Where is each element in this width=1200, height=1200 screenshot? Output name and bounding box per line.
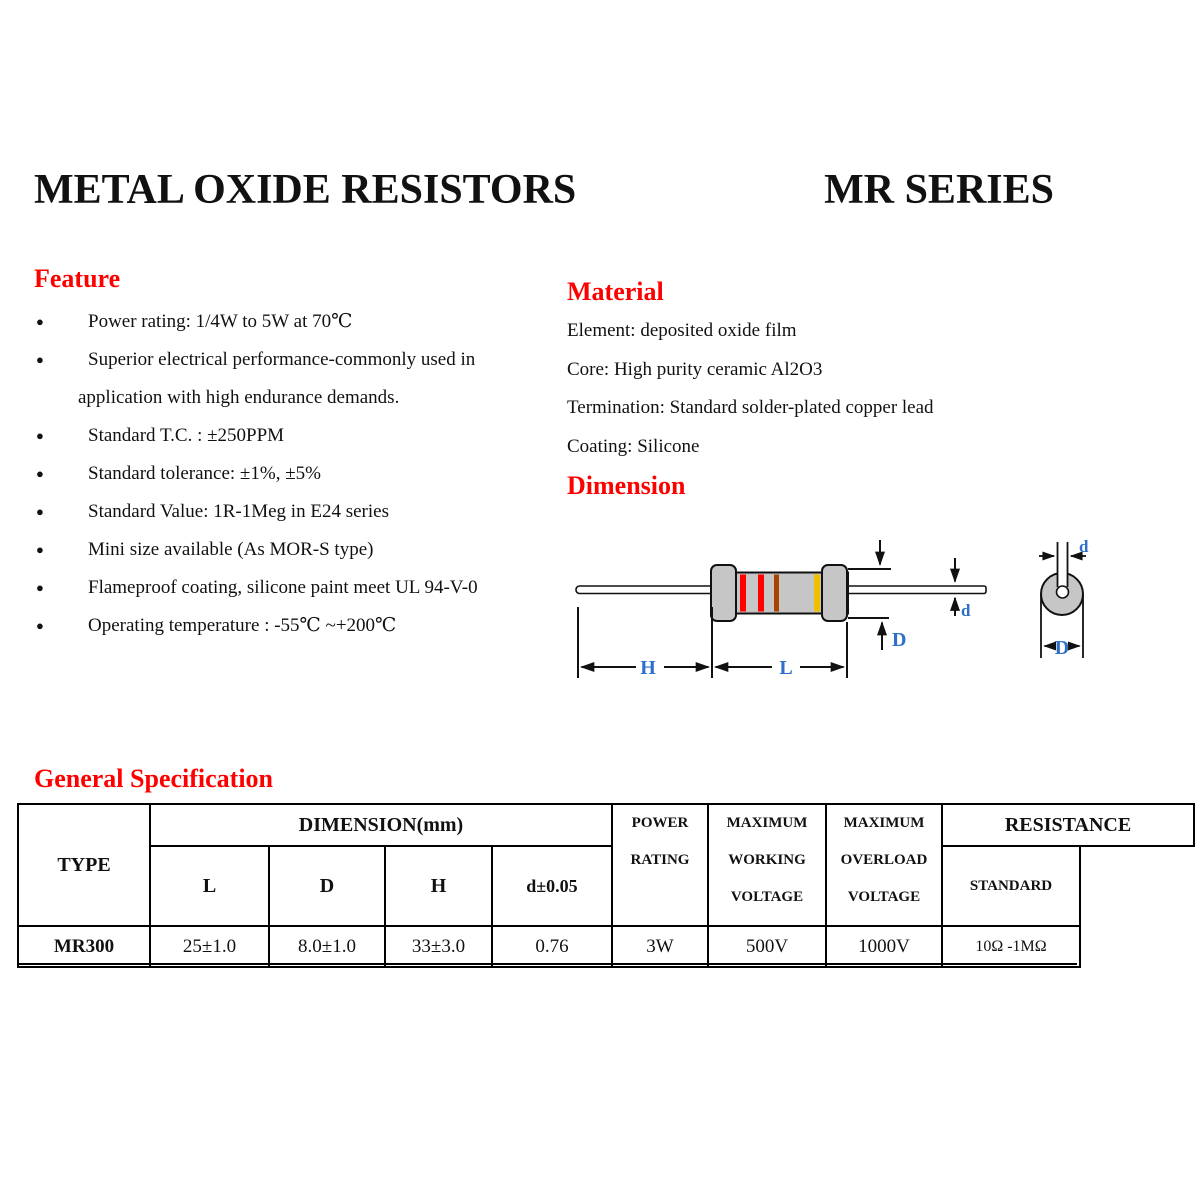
header-line: MAXIMUM	[726, 815, 808, 831]
label-D-end: D	[1054, 637, 1070, 659]
feature-item	[34, 303, 534, 341]
title-series: MR SERIES	[824, 167, 1054, 213]
lead-right	[846, 586, 986, 594]
resistor-end-view	[1039, 537, 1089, 659]
feature-item-text: Standard Value: 1R-1Meg in E24 series	[88, 501, 389, 522]
col-header-H: H	[385, 846, 492, 926]
color-band-1	[740, 575, 746, 612]
feature-item-text: application with high endurance demands.	[78, 387, 400, 408]
bullet-icon: ●	[36, 352, 44, 367]
feature-item-text: Flameproof coating, silicone paint meet UL 94-V-0	[88, 577, 478, 598]
feature-item	[34, 455, 534, 493]
label-D-body: D	[892, 629, 907, 651]
col-header-power-rating	[612, 804, 708, 926]
feature-item-text: Standard tolerance: ±1%, ±5%	[88, 463, 321, 484]
end-view-lead-hole	[1057, 586, 1069, 598]
cell-l: 25±1.0	[150, 926, 269, 967]
page-title	[34, 166, 1054, 214]
header-line: VOLTAGE	[730, 889, 804, 905]
bullet-icon: ●	[36, 314, 44, 329]
cell-h: 33±3.0	[385, 926, 492, 967]
header-line: WORKING	[728, 852, 806, 868]
header-line: OVERLOAD	[840, 852, 928, 868]
feature-item	[34, 341, 534, 417]
bullet-icon: ●	[36, 504, 44, 519]
feature-item	[34, 417, 534, 455]
col-header-resistance: RESISTANCE	[942, 804, 1194, 846]
color-band-3	[774, 575, 779, 612]
feature-item	[34, 493, 534, 531]
bullet-icon: ●	[36, 542, 44, 557]
col-header-D: D	[269, 846, 385, 926]
table-bottom-rule	[17, 963, 1077, 965]
col-header-max-overload-voltage	[826, 804, 942, 926]
label-d-lead: d	[961, 601, 971, 620]
resistor-side-view	[576, 565, 986, 621]
end-cap-right	[822, 565, 847, 621]
cell-power: 3W	[612, 926, 708, 967]
end-cap-left	[711, 565, 736, 621]
material-list	[567, 312, 934, 466]
phantom-cell	[1080, 926, 1194, 967]
col-header-type: TYPE	[18, 804, 150, 926]
bullet-icon: ●	[36, 466, 44, 481]
spec-table	[17, 803, 1195, 968]
col-header-L: L	[150, 846, 269, 926]
bullet-icon: ●	[36, 618, 44, 633]
header-line: MAXIMUM	[843, 815, 925, 831]
cell-d-small: 0.76	[492, 926, 612, 967]
feature-item-text: Superior electrical performance-commonly used in	[88, 349, 476, 370]
material-item: Core: High purity ceramic Al2O3	[567, 358, 823, 380]
header-line: RATING	[630, 852, 690, 868]
dimension-heading: Dimension	[567, 471, 686, 500]
color-band-4	[814, 575, 820, 612]
header-line: VOLTAGE	[847, 889, 921, 905]
color-band-2	[758, 575, 764, 612]
general-spec-heading: General Specification	[34, 764, 274, 793]
table-row	[18, 926, 1194, 967]
material-heading: Material	[567, 277, 664, 306]
cell-overload-voltage: 1000V	[826, 926, 942, 967]
material-item: Element: deposited oxide film	[567, 320, 797, 341]
feature-item-text: Power rating: 1/4W to 5W at 70℃	[88, 311, 353, 332]
material-item: Coating: Silicone	[567, 435, 700, 457]
title-product: METAL OXIDE RESISTORS	[34, 167, 577, 213]
col-header-d-tolerance: d±0.05	[492, 846, 612, 926]
col-header-max-working-voltage	[708, 804, 826, 926]
header-line: POWER	[631, 815, 689, 831]
cell-type: MR300	[18, 926, 150, 967]
lead-left	[576, 586, 714, 594]
feature-item-text: Standard T.C. : ±250PPM	[88, 425, 285, 446]
feature-item-text: Mini size available (As MOR-S type)	[88, 539, 374, 560]
label-d-end: d	[1079, 537, 1089, 556]
dimension-diagram	[560, 515, 1140, 690]
col-header-standard: STANDARD	[942, 846, 1080, 926]
bullet-icon: ●	[36, 580, 44, 595]
feature-heading: Feature	[34, 264, 121, 293]
bullet-icon: ●	[36, 428, 44, 443]
label-L: L	[779, 657, 793, 679]
feature-list	[34, 303, 534, 645]
cell-resistance-range: 10Ω -1MΩ	[942, 926, 1080, 967]
cell-working-voltage: 500V	[708, 926, 826, 967]
phantom-cell	[1080, 846, 1194, 926]
material-item: Termination: Standard solder-plated copper lead	[567, 397, 934, 418]
feature-item	[34, 531, 534, 569]
col-header-dimension-group: DIMENSION(mm)	[150, 804, 612, 846]
feature-item-text: Operating temperature : -55℃ ~+200℃	[88, 615, 397, 636]
feature-item	[34, 569, 534, 607]
label-H: H	[640, 657, 656, 679]
cell-d: 8.0±1.0	[269, 926, 385, 967]
feature-item	[34, 607, 534, 645]
